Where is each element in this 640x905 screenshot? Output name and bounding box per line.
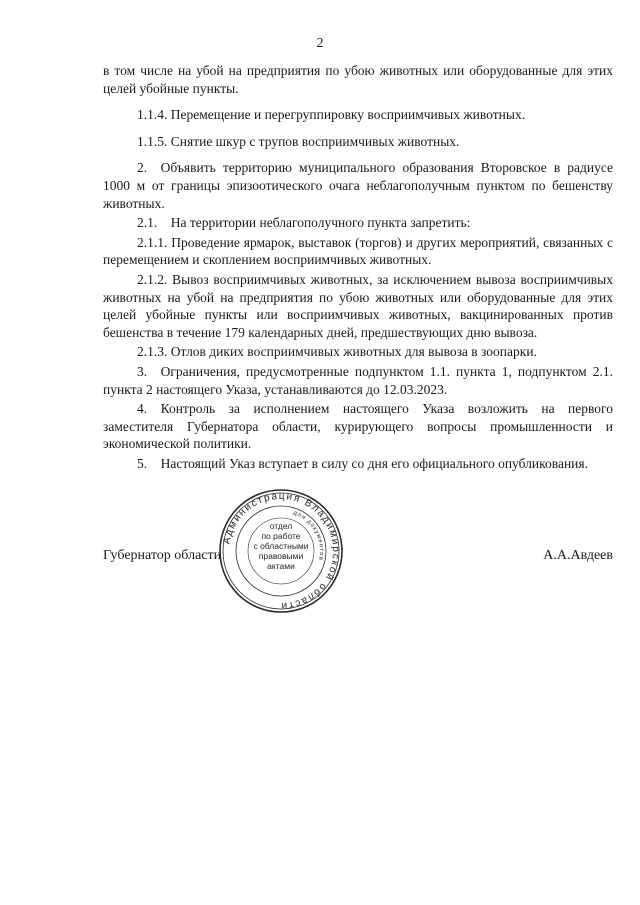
seal-inner-text: для документов	[292, 510, 325, 562]
seal-center-line: с областными	[253, 541, 309, 551]
seal-outer-text: Администрация Владимирской области	[221, 490, 342, 612]
page-number: 2	[316, 36, 324, 51]
paragraph-3: 3. Ограничения, предусмотренные подпунктом 1.1. пункта 1, подпунктом 2.1. пункта 2 настоящего Указа, устанавливаются до 12.03.2023.	[103, 363, 613, 397]
signature-name: А.А.Авдеев	[543, 548, 613, 563]
document-body	[103, 62, 613, 472]
paragraph-2-1-2: 2.1.2. Вывоз восприимчивых животных, за исключением вывоза восприимчивых животных на убой на предприятия по убою животных или оборудованные для этих целей убойные пункты или восприимчивых животных, вакцинированных против бешенства в течение 179 календарных дней, предшествующих дню вывоза.	[103, 271, 613, 340]
paragraph-1-1-5: 1.1.5. Снятие шкур с трупов восприимчивых животных.	[137, 133, 460, 149]
signature-title: Губернатор области	[103, 548, 222, 563]
seal-center-text	[249, 521, 313, 571]
paragraph-1-1-4: 1.1.4. Перемещение и перегруппировку восприимчивых животных.	[137, 107, 526, 123]
seal-center-line: по работе	[261, 531, 301, 541]
seal-center-line: правовыми	[258, 551, 304, 561]
paragraph-2-1-1: 2.1.1. Проведение ярмарок, выставок (торгов) и других мероприятий, связанных с перемещением и скоплением восприимчивых животных.	[103, 234, 613, 268]
seal-center-line: отдел	[269, 521, 293, 531]
paragraph-continuation: в том числе на убой на предприятия по убою животных или оборудованные для этих целей убойные пункты.	[103, 63, 613, 96]
paragraph-2-1: 2.1. На территории неблагополучного пункта запретить:	[137, 215, 471, 231]
seal-center-line: актами	[267, 561, 295, 571]
official-seal	[218, 488, 344, 614]
paragraph-2: 2. Объявить территорию муниципального образования Второвское в радиусе 1000 м от границы эпизоотического очага неблагополучным пунктом по бешенству животных.	[103, 160, 613, 211]
paragraph-2-1-3: 2.1.3. Отлов диких восприимчивых животных для вывоза в зоопарки.	[137, 344, 537, 360]
paragraph-5: 5. Настоящий Указ вступает в силу со дня его официального опубликования.	[137, 455, 588, 471]
paragraph-4: 4. Контроль за исполнением настоящего Указа возложить на первого заместителя Губернатора области, курирующего вопросы промышленности и экономической политики.	[103, 401, 613, 452]
